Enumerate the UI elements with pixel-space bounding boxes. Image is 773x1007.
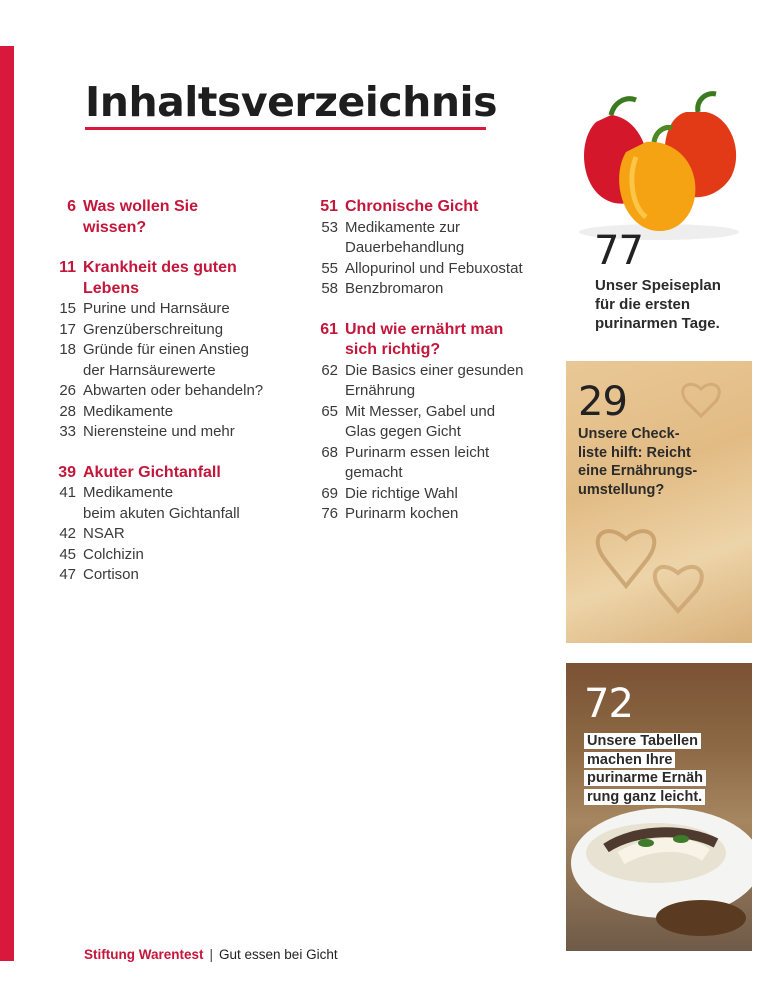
page-title: Inhaltsverzeichnis [85,78,497,126]
toc-entry[interactable] [38,381,283,402]
teaser-caption: Unsere Check- liste hilft: Reicht eine Ernährungs- umstellung? [578,426,698,498]
toc-entry[interactable] [38,320,283,341]
toc-entry-title: Und wie ernährt man sich richtig? [345,320,504,358]
toc-entry[interactable] [300,361,545,402]
toc-entry-title: Medikamente beim akuten Gichtanfall [83,484,240,522]
toc-page-number: 42 [59,525,76,542]
toc-entry[interactable] [300,484,545,505]
toc-page-number: 53 [321,218,338,236]
toc-entry[interactable] [300,402,545,443]
toc-page-number: 76 [321,505,338,522]
toc-entry[interactable] [38,299,283,320]
toc-page-number: 61 [320,320,338,338]
toc-page-number: 65 [321,402,338,420]
toc-entry-title: Colchizin [83,545,144,563]
teaser-caption-line: Unsere Tabellen [584,733,701,749]
footer-brand: Stiftung Warentest [84,947,204,962]
toc-entry-title: Gründe für einen Anstieg der Harnsäurewerte [83,341,249,379]
toc-page-number: 47 [59,566,76,583]
toc-entry[interactable] [38,545,283,566]
toc-entry[interactable] [300,279,545,300]
toc-entry-title: Abwarten oder behandeln? [83,382,264,399]
toc-entry-title: Purine und Harnsäure [83,300,230,317]
toc-entry[interactable] [300,504,545,525]
peppers-image [566,82,752,242]
teaser-caption-line: rung ganz leicht. [584,789,705,805]
toc-page-number: 69 [321,484,338,502]
toc-entry-title: Die richtige Wahl [345,484,458,502]
toc-page-number: 58 [321,280,338,297]
toc-page-number: 45 [59,545,76,563]
toc-entry-title: NSAR [83,525,125,542]
toc-page-number: 33 [59,423,76,440]
toc-page-number: 17 [59,320,76,338]
toc-section [38,197,283,238]
toc-page-number: 11 [59,259,76,276]
toc-page-number: 39 [58,463,76,481]
toc-entry-title: Mit Messer, Gabel und Glas gegen Gicht [345,402,496,440]
toc-entry-title: Nierensteine und mehr [83,423,235,440]
toc-page-number: 41 [59,484,76,501]
toc-entry-title: Chronische Gicht [345,198,479,215]
toc-page-number: 62 [321,361,338,379]
toc-section [38,463,283,586]
toc-entry-title: Allopurinol und Febuxostat [345,259,523,277]
toc-page-number: 6 [67,198,76,215]
toc-entry-title: Cortison [83,566,139,583]
footer-separator: | [209,947,214,962]
teaser-page-number: 72 [584,681,633,727]
toc-section [38,258,283,443]
toc-entry-title: Grenzüberschreitung [83,320,224,338]
teaser-caption-line: machen Ihre [584,752,675,768]
toc-entry-title: Was wollen Sie wissen? [83,198,198,236]
toc-entry[interactable] [38,565,283,586]
toc-entry[interactable] [38,524,283,545]
toc-page-number: 28 [59,402,76,420]
footer-book-title: Gut essen bei Gicht [219,947,338,962]
toc-entry[interactable] [38,197,283,238]
toc-entry-title: Benzbromaron [345,280,444,297]
toc-page-number: 51 [320,198,338,215]
teaser-caption: Unser Speiseplan für die ersten purinarmen Tage. [595,277,721,332]
toc-column-1 [38,197,283,606]
toc-entry[interactable] [38,340,283,381]
toc-page-number: 68 [321,443,338,461]
toc-page-number: 18 [59,341,76,358]
toc-entry[interactable] [38,402,283,423]
toc-section [300,197,545,300]
toc-entry-title: Purinarm essen leicht gemacht [345,443,490,481]
toc-column-2 [300,197,545,545]
footer [84,947,338,962]
teaser-caption [584,732,752,806]
toc-entry[interactable] [300,259,545,280]
left-accent-bar [0,46,14,961]
toc-entry-title: Akuter Gichtanfall [83,463,221,481]
toc-page-number: 15 [59,300,76,317]
toc-entry-title: Krankheit des guten Lebens [83,259,237,297]
toc-page-number: 55 [321,259,338,277]
toc-entry[interactable] [300,197,545,218]
toc-section [300,320,545,525]
toc-entry[interactable] [38,422,283,443]
toc-entry[interactable] [38,463,283,484]
teaser-page-number: 29 [578,379,627,425]
sand-heart-drawing [598,531,655,586]
toc-entry-title: Medikamente [83,402,174,420]
title-underline [85,127,486,130]
toc-entry[interactable] [300,443,545,484]
toc-entry-title: Medikamente zur Dauerbehandlung [345,218,465,256]
toc-page-number: 26 [59,382,76,399]
food-plate-image[interactable] [566,663,752,951]
toc-entry[interactable] [300,218,545,259]
toc-entry[interactable] [38,258,283,299]
toc-entry-title: Die Basics einer gesunden Ernährung [345,361,524,399]
teaser-caption-line: purinarme Ernäh [584,770,706,786]
teaser-page-number: 77 [594,228,643,274]
sand-hearts-image[interactable] [566,361,752,643]
toc-entry[interactable] [38,483,283,524]
toc-entry-title: Purinarm kochen [345,505,459,522]
toc-entry[interactable] [300,320,545,361]
